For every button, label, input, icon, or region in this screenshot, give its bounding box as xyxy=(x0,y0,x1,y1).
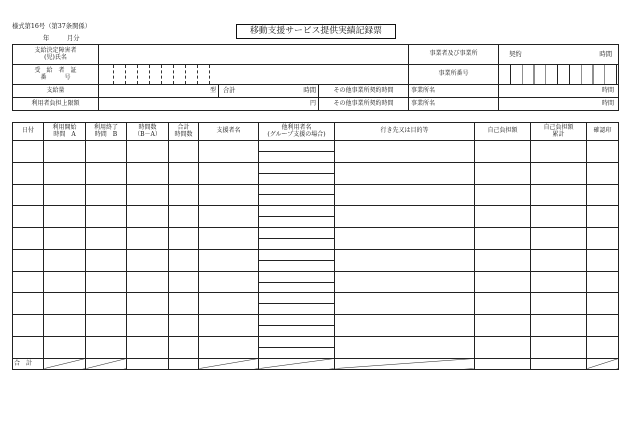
cell-confirm-seal[interactable] xyxy=(587,249,619,271)
other-hours-unit-2: 時間 xyxy=(602,99,615,107)
cell-confirm-seal[interactable] xyxy=(587,228,619,250)
total-cell-confirm-seal-crossed[interactable] xyxy=(587,358,619,369)
cell-self-burden[interactable] xyxy=(475,337,531,359)
total-hours-unit: 時間 xyxy=(303,87,316,94)
cell-confirm-seal[interactable] xyxy=(587,184,619,206)
total-cell-total-hours[interactable] xyxy=(169,358,199,369)
cell-other-users-lower[interactable] xyxy=(259,239,335,250)
burden-limit-cell xyxy=(99,98,319,111)
col-header-hours: 時間数 （B－A） xyxy=(127,123,169,141)
contract-cell xyxy=(499,45,619,65)
column-header-row xyxy=(13,123,619,141)
office-name-label: 事業所名 xyxy=(409,85,499,98)
other-hours-cell xyxy=(499,85,619,98)
col-header-end-time: 利用終了 時間 B xyxy=(86,123,127,141)
cell-date[interactable] xyxy=(13,249,44,271)
cell-self-burden-total[interactable] xyxy=(531,162,587,184)
table-row xyxy=(13,228,619,239)
cell-self-burden[interactable] xyxy=(475,249,531,271)
cell-other-users[interactable] xyxy=(259,141,335,152)
cell-supporter-name[interactable] xyxy=(199,141,259,163)
cell-total-hours[interactable] xyxy=(169,337,199,359)
cell-total-hours[interactable] xyxy=(169,271,199,293)
year-label: 年 xyxy=(43,35,50,42)
col-header-supporter-name: 支援者名 xyxy=(199,123,259,141)
cell-other-users[interactable] xyxy=(259,184,335,195)
table-row xyxy=(13,337,619,348)
cell-start-time[interactable] xyxy=(44,228,86,250)
cell-date[interactable] xyxy=(13,315,44,337)
cell-self-burden[interactable] xyxy=(475,141,531,163)
table-row xyxy=(13,249,619,260)
cell-hours[interactable] xyxy=(127,141,169,163)
total-cell-start-time-crossed[interactable] xyxy=(44,358,86,369)
supply-type-cell xyxy=(99,85,219,98)
cell-date[interactable] xyxy=(13,184,44,206)
other-contract-label: その他事業所契約時間 xyxy=(319,85,409,98)
cell-self-burden-total[interactable] xyxy=(531,337,587,359)
cell-self-burden-total[interactable] xyxy=(531,293,587,315)
cell-other-users-lower[interactable] xyxy=(259,304,335,315)
col-header-destination: 行き先又は目的等 xyxy=(335,123,475,141)
cell-date[interactable] xyxy=(13,162,44,184)
cell-other-users-lower[interactable] xyxy=(259,217,335,228)
col-header-self-burden: 自己負担額 xyxy=(475,123,531,141)
table-row xyxy=(13,141,619,152)
cell-hours[interactable] xyxy=(127,184,169,206)
cell-hours[interactable] xyxy=(127,337,169,359)
table-row xyxy=(13,162,619,173)
cell-start-time[interactable] xyxy=(44,162,86,184)
cell-destination[interactable] xyxy=(335,271,475,293)
cell-other-users[interactable] xyxy=(259,337,335,348)
cell-start-time[interactable] xyxy=(44,141,86,163)
cell-start-time[interactable] xyxy=(44,271,86,293)
cell-confirm-seal[interactable] xyxy=(587,271,619,293)
cell-other-users-lower[interactable] xyxy=(259,282,335,293)
burden-limit-label: 利用者負担上限額 xyxy=(13,98,99,111)
cell-date[interactable] xyxy=(13,141,44,163)
cell-other-users[interactable] xyxy=(259,293,335,304)
cell-total-hours[interactable] xyxy=(169,228,199,250)
cell-total-hours[interactable] xyxy=(169,141,199,163)
cell-end-time[interactable] xyxy=(86,162,127,184)
cell-destination[interactable] xyxy=(335,337,475,359)
cell-hours[interactable] xyxy=(127,315,169,337)
cell-hours[interactable] xyxy=(127,249,169,271)
cell-end-time[interactable] xyxy=(86,249,127,271)
cell-self-burden[interactable] xyxy=(475,315,531,337)
cell-confirm-seal[interactable] xyxy=(587,293,619,315)
office-name-label-2: 事業所名 xyxy=(409,98,499,111)
cell-date[interactable] xyxy=(13,337,44,359)
table-row xyxy=(13,271,619,282)
cell-self-burden-total[interactable] xyxy=(531,141,587,163)
cell-destination[interactable] xyxy=(335,315,475,337)
header-table xyxy=(12,44,619,111)
contract-label: 契約 xyxy=(509,51,522,58)
cell-other-users-lower[interactable] xyxy=(259,173,335,184)
cell-date[interactable] xyxy=(13,271,44,293)
form-title: 移動支援サービス提供実績記録票 xyxy=(236,24,396,39)
cell-supporter-name[interactable] xyxy=(199,162,259,184)
total-cell-self-burden[interactable] xyxy=(475,358,531,369)
other-hours-cell-2 xyxy=(499,98,619,111)
cell-end-time[interactable] xyxy=(86,315,127,337)
cell-supporter-name[interactable] xyxy=(199,184,259,206)
cell-self-burden[interactable] xyxy=(475,293,531,315)
cell-hours[interactable] xyxy=(127,162,169,184)
col-header-self-burden-total: 自己負担額 累計 xyxy=(531,123,587,141)
cell-date[interactable] xyxy=(13,228,44,250)
cert-number-boxes[interactable] xyxy=(99,65,409,85)
table-row xyxy=(13,184,619,195)
cell-other-users-lower[interactable] xyxy=(259,151,335,162)
col-header-other-users: 他利用者名 (グループ支援の場合) xyxy=(259,123,335,141)
cell-hours[interactable] xyxy=(127,293,169,315)
cell-other-users[interactable] xyxy=(259,249,335,260)
cell-confirm-seal[interactable] xyxy=(587,206,619,228)
cell-supporter-name[interactable] xyxy=(199,249,259,271)
cell-start-time[interactable] xyxy=(44,249,86,271)
cell-supporter-name[interactable] xyxy=(199,271,259,293)
total-cell-other-users-crossed[interactable] xyxy=(259,358,335,369)
cell-confirm-seal[interactable] xyxy=(587,141,619,163)
table-row xyxy=(13,293,619,304)
cell-destination[interactable] xyxy=(335,184,475,206)
record-table xyxy=(12,122,619,370)
cell-other-users-lower[interactable] xyxy=(259,326,335,337)
cell-destination[interactable] xyxy=(335,249,475,271)
yen-unit: 円 xyxy=(309,99,316,107)
cell-end-time[interactable] xyxy=(86,293,127,315)
supply-total-cell xyxy=(219,85,319,98)
cell-total-hours[interactable] xyxy=(169,162,199,184)
col-header-total-hours: 合計 時間数 xyxy=(169,123,199,141)
cell-self-burden[interactable] xyxy=(475,228,531,250)
cell-self-burden-total[interactable] xyxy=(531,228,587,250)
cell-start-time[interactable] xyxy=(44,184,86,206)
cell-end-time[interactable] xyxy=(86,337,127,359)
total-cell-supporter-name-crossed[interactable] xyxy=(199,358,259,369)
office-number-label: 事業所番号 xyxy=(409,65,499,85)
cell-end-time[interactable] xyxy=(86,206,127,228)
cell-hours[interactable] xyxy=(127,271,169,293)
cell-other-users-lower[interactable] xyxy=(259,195,335,206)
cell-other-users-lower[interactable] xyxy=(259,347,335,358)
cell-end-time[interactable] xyxy=(86,141,127,163)
total-label: 合計 xyxy=(223,87,236,94)
cell-total-hours[interactable] xyxy=(169,315,199,337)
cell-self-burden[interactable] xyxy=(475,162,531,184)
cell-start-time[interactable] xyxy=(44,206,86,228)
cell-total-hours[interactable] xyxy=(169,184,199,206)
cell-destination[interactable] xyxy=(335,228,475,250)
cell-other-users-lower[interactable] xyxy=(259,260,335,271)
other-contract-label-2: その他事業所契約時間 xyxy=(319,98,409,111)
cell-self-burden[interactable] xyxy=(475,184,531,206)
cell-hours[interactable] xyxy=(127,228,169,250)
cell-end-time[interactable] xyxy=(86,228,127,250)
cell-other-users[interactable] xyxy=(259,315,335,326)
cell-destination[interactable] xyxy=(335,293,475,315)
provider-label: 事業者及び事業所 xyxy=(409,45,499,65)
month-label: 月分 xyxy=(67,35,80,42)
other-hours-unit: 時間 xyxy=(602,86,615,94)
cell-confirm-seal[interactable] xyxy=(587,162,619,184)
table-row xyxy=(13,206,619,217)
col-header-confirm-seal: 確認印 xyxy=(587,123,619,141)
cell-supporter-name[interactable] xyxy=(199,228,259,250)
table-row xyxy=(13,315,619,326)
total-cell-destination-crossed[interactable] xyxy=(335,358,475,369)
cell-self-burden-total[interactable] xyxy=(531,271,587,293)
cell-self-burden-total[interactable] xyxy=(531,184,587,206)
cert-number-label: 受 給 者 証 番 号 xyxy=(13,65,99,85)
cell-total-hours[interactable] xyxy=(169,293,199,315)
total-row xyxy=(13,358,619,369)
cell-self-burden[interactable] xyxy=(475,206,531,228)
cell-supporter-name[interactable] xyxy=(199,206,259,228)
cell-supporter-name[interactable] xyxy=(199,315,259,337)
type-unit: 型 xyxy=(209,86,216,94)
cell-end-time[interactable] xyxy=(86,271,127,293)
cell-destination[interactable] xyxy=(335,162,475,184)
total-row-label: 合 計 xyxy=(13,358,44,369)
recipient-name-field[interactable] xyxy=(99,45,409,65)
cell-start-time[interactable] xyxy=(44,315,86,337)
recipient-name-label: 支給決定障害者 (児)氏名 xyxy=(13,45,99,65)
cell-self-burden[interactable] xyxy=(475,271,531,293)
cell-end-time[interactable] xyxy=(86,184,127,206)
cell-self-burden-total[interactable] xyxy=(531,206,587,228)
cell-confirm-seal[interactable] xyxy=(587,337,619,359)
col-header-date: 日付 xyxy=(13,123,44,141)
cell-other-users[interactable] xyxy=(259,228,335,239)
cell-start-time[interactable] xyxy=(44,293,86,315)
cell-date[interactable] xyxy=(13,293,44,315)
office-number-boxes[interactable] xyxy=(499,65,619,85)
cell-confirm-seal[interactable] xyxy=(587,315,619,337)
cell-date[interactable] xyxy=(13,206,44,228)
cell-destination[interactable] xyxy=(335,141,475,163)
cell-start-time[interactable] xyxy=(44,337,86,359)
cell-supporter-name[interactable] xyxy=(199,293,259,315)
total-cell-end-time-crossed[interactable] xyxy=(86,358,127,369)
cell-supporter-name[interactable] xyxy=(199,337,259,359)
cell-destination[interactable] xyxy=(335,206,475,228)
contract-hours-unit: 時間 xyxy=(599,51,613,58)
total-cell-hours[interactable] xyxy=(127,358,169,369)
total-cell-self-burden-total[interactable] xyxy=(531,358,587,369)
cell-hours[interactable] xyxy=(127,206,169,228)
cell-self-burden-total[interactable] xyxy=(531,315,587,337)
cell-other-users[interactable] xyxy=(259,162,335,173)
cell-self-burden-total[interactable] xyxy=(531,249,587,271)
cell-other-users[interactable] xyxy=(259,271,335,282)
cell-total-hours[interactable] xyxy=(169,206,199,228)
cell-total-hours[interactable] xyxy=(169,249,199,271)
col-header-start-time: 利用開始 時間 A xyxy=(44,123,86,141)
supply-amount-label: 支給量 xyxy=(13,85,99,98)
cell-other-users[interactable] xyxy=(259,206,335,217)
form-number: 様式第16号（第37条関係） xyxy=(12,23,91,30)
